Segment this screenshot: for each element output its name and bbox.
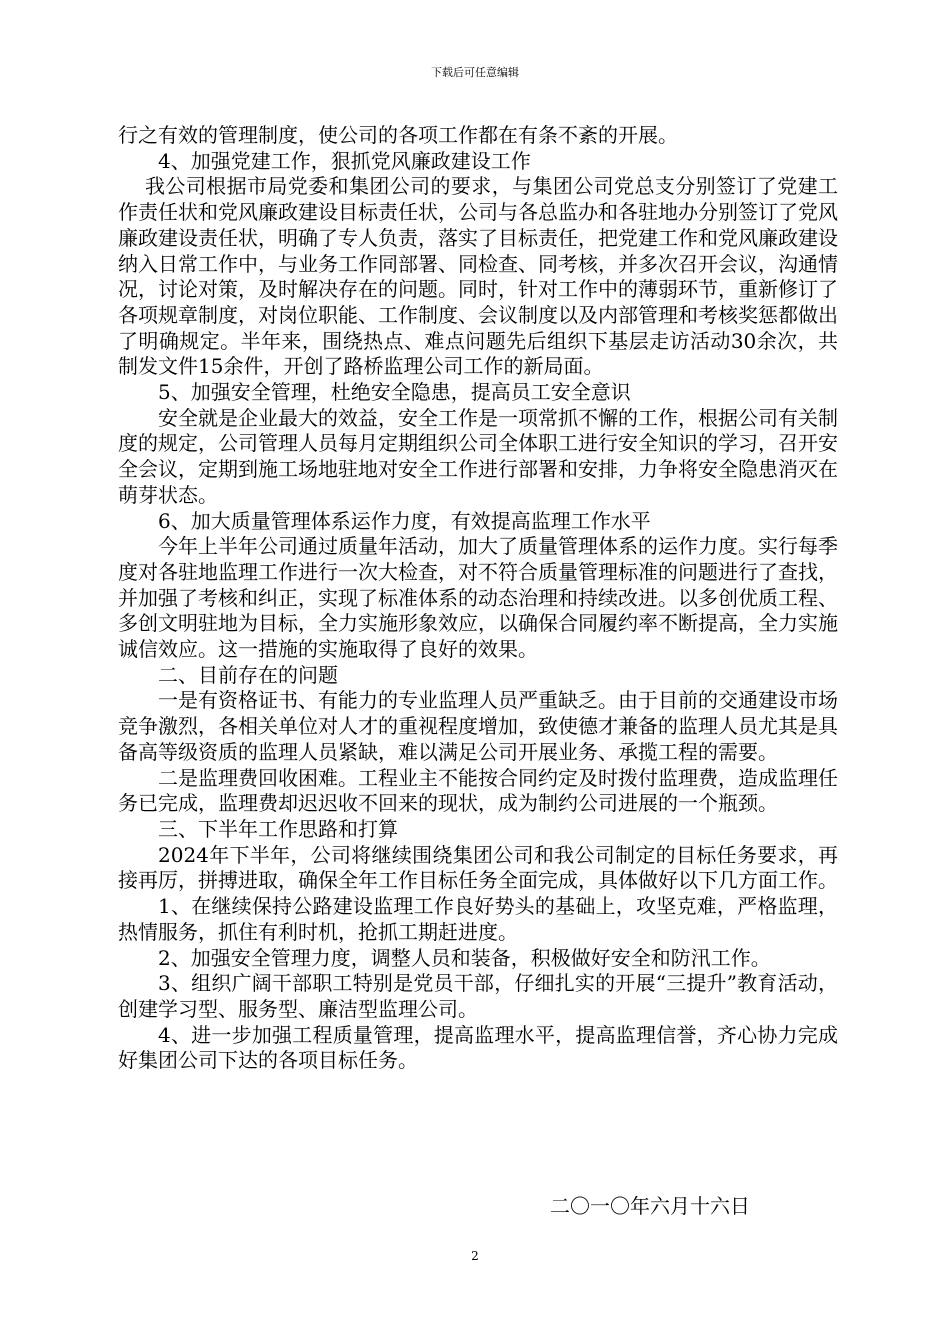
list-item: 1、在继续保持公路建设监理工作良好势头的基础上，攻坚克难，严格监理，热情服务，抓住有利时机，抢抓工期赶进度。 (118, 894, 838, 944)
paragraph: 安全就是企业最大的效益，安全工作是一项常抓不懈的工作，根据公司有关制度的规定，公司管理人员每月定期组织公司全体职工进行安全知识的学习，召开安全会议，定期到施工场地驻地对安全工作进行部署和安排，力争将安全隐患消灭在萌芽状态。 (118, 405, 838, 507)
paragraph: 行之有效的管理制度，使公司的各项工作都在有条不紊的开展。 (118, 123, 678, 147)
list-item: 2、加强安全管理力度，调整人员和装备，积极做好安全和防汛工作。 (158, 945, 771, 970)
section-heading: 6、加大质量管理体系运作力度，有效提高监理工作水平 (158, 508, 651, 533)
section-heading: 4、加强党建工作，狠抓党风廉政建设工作 (158, 148, 531, 173)
paragraph: 2024年下半年，公司将继续围绕集团公司和我公司制定的目标任务要求，再接再厉，拼搏进取，确保全年工作目标任务全面完成，具体做好以下几方面工作。 (118, 842, 838, 893)
section-heading: 5、加强安全管理，杜绝安全隐患，提高员工安全意识 (158, 380, 631, 405)
paragraph: 我公司根据市局党委和集团公司的要求，与集团公司党总支分别签订了党建工作责任状和党风廉政建设目标责任状，公司与各总监办和各驻地办分别签订了党风廉政建设责任状，明确了专人负责，落实了目标责任，把党建工作和党风廉政建设纳入日常工作中，与业务工作同部署、同检查、同考核，并多次召开会议，沟通情况，讨论对策，及时解决存在的问题。同时，针对工作中的薄弱环节，重新修订了各项规章制度，对岗位职能、工作制度、会议制度以及内部管理和考核奖惩都做出了明确规定。半年来，围绕热点、难点问题先后组织下基层走访活动30余次，共制发文件15余件，开创了路桥监理公司工作的新局面。 (118, 174, 838, 379)
paragraph: 今年上半年公司通过质量年活动，加大了质量管理体系的运作力度。实行每季度对各驻地监理工作进行一次大检查，对不符合质量管理标准的问题进行了查找，并加强了考核和纠正，实现了标准体系的动态治理和持续改进。以多创优质工程、多创文明驻地为目标，全力实施形象效应，以确保合同履约率不断提高，全力实施诚信效应。这一措施的实施取得了良好的效果。 (118, 534, 838, 662)
list-item: 3、组织广阔干部职工特别是党员干部，仔细扎实的开展“三提升”教育活动，创建学习型、服务型、廉洁型监理公司。 (118, 971, 838, 1021)
page-number: 2 (471, 1249, 479, 1263)
document-date: 二〇一〇年六月十六日 (550, 1194, 750, 1218)
paragraph: 一是有资格证书、有能力的专业监理人员严重缺乏。由于目前的交通建设市场竞争激烈，各相关单位对人才的重视程度增加，致使德才兼备的监理人员尤其是具备高等级资质的监理人员紧缺，难以满足公司开展业务、承揽工程的需要。 (118, 688, 838, 764)
page-header: 下载后可任意编辑 (431, 66, 519, 79)
list-item: 4、进一步加强工程质量管理，提高监理水平，提高监理信誉，齐心协力完成好集团公司下达的各项目标任务。 (118, 1022, 838, 1073)
section-heading: 二、目前存在的问题 (158, 662, 338, 687)
section-heading: 三、下半年工作思路和打算 (158, 816, 398, 841)
paragraph: 二是监理费回收困难。工程业主不能按合同约定及时拨付监理费，造成监理任务已完成，监理费却迟迟收不回来的现状，成为制约公司进展的一个瓶颈。 (118, 765, 838, 816)
document-body (118, 123, 838, 1074)
